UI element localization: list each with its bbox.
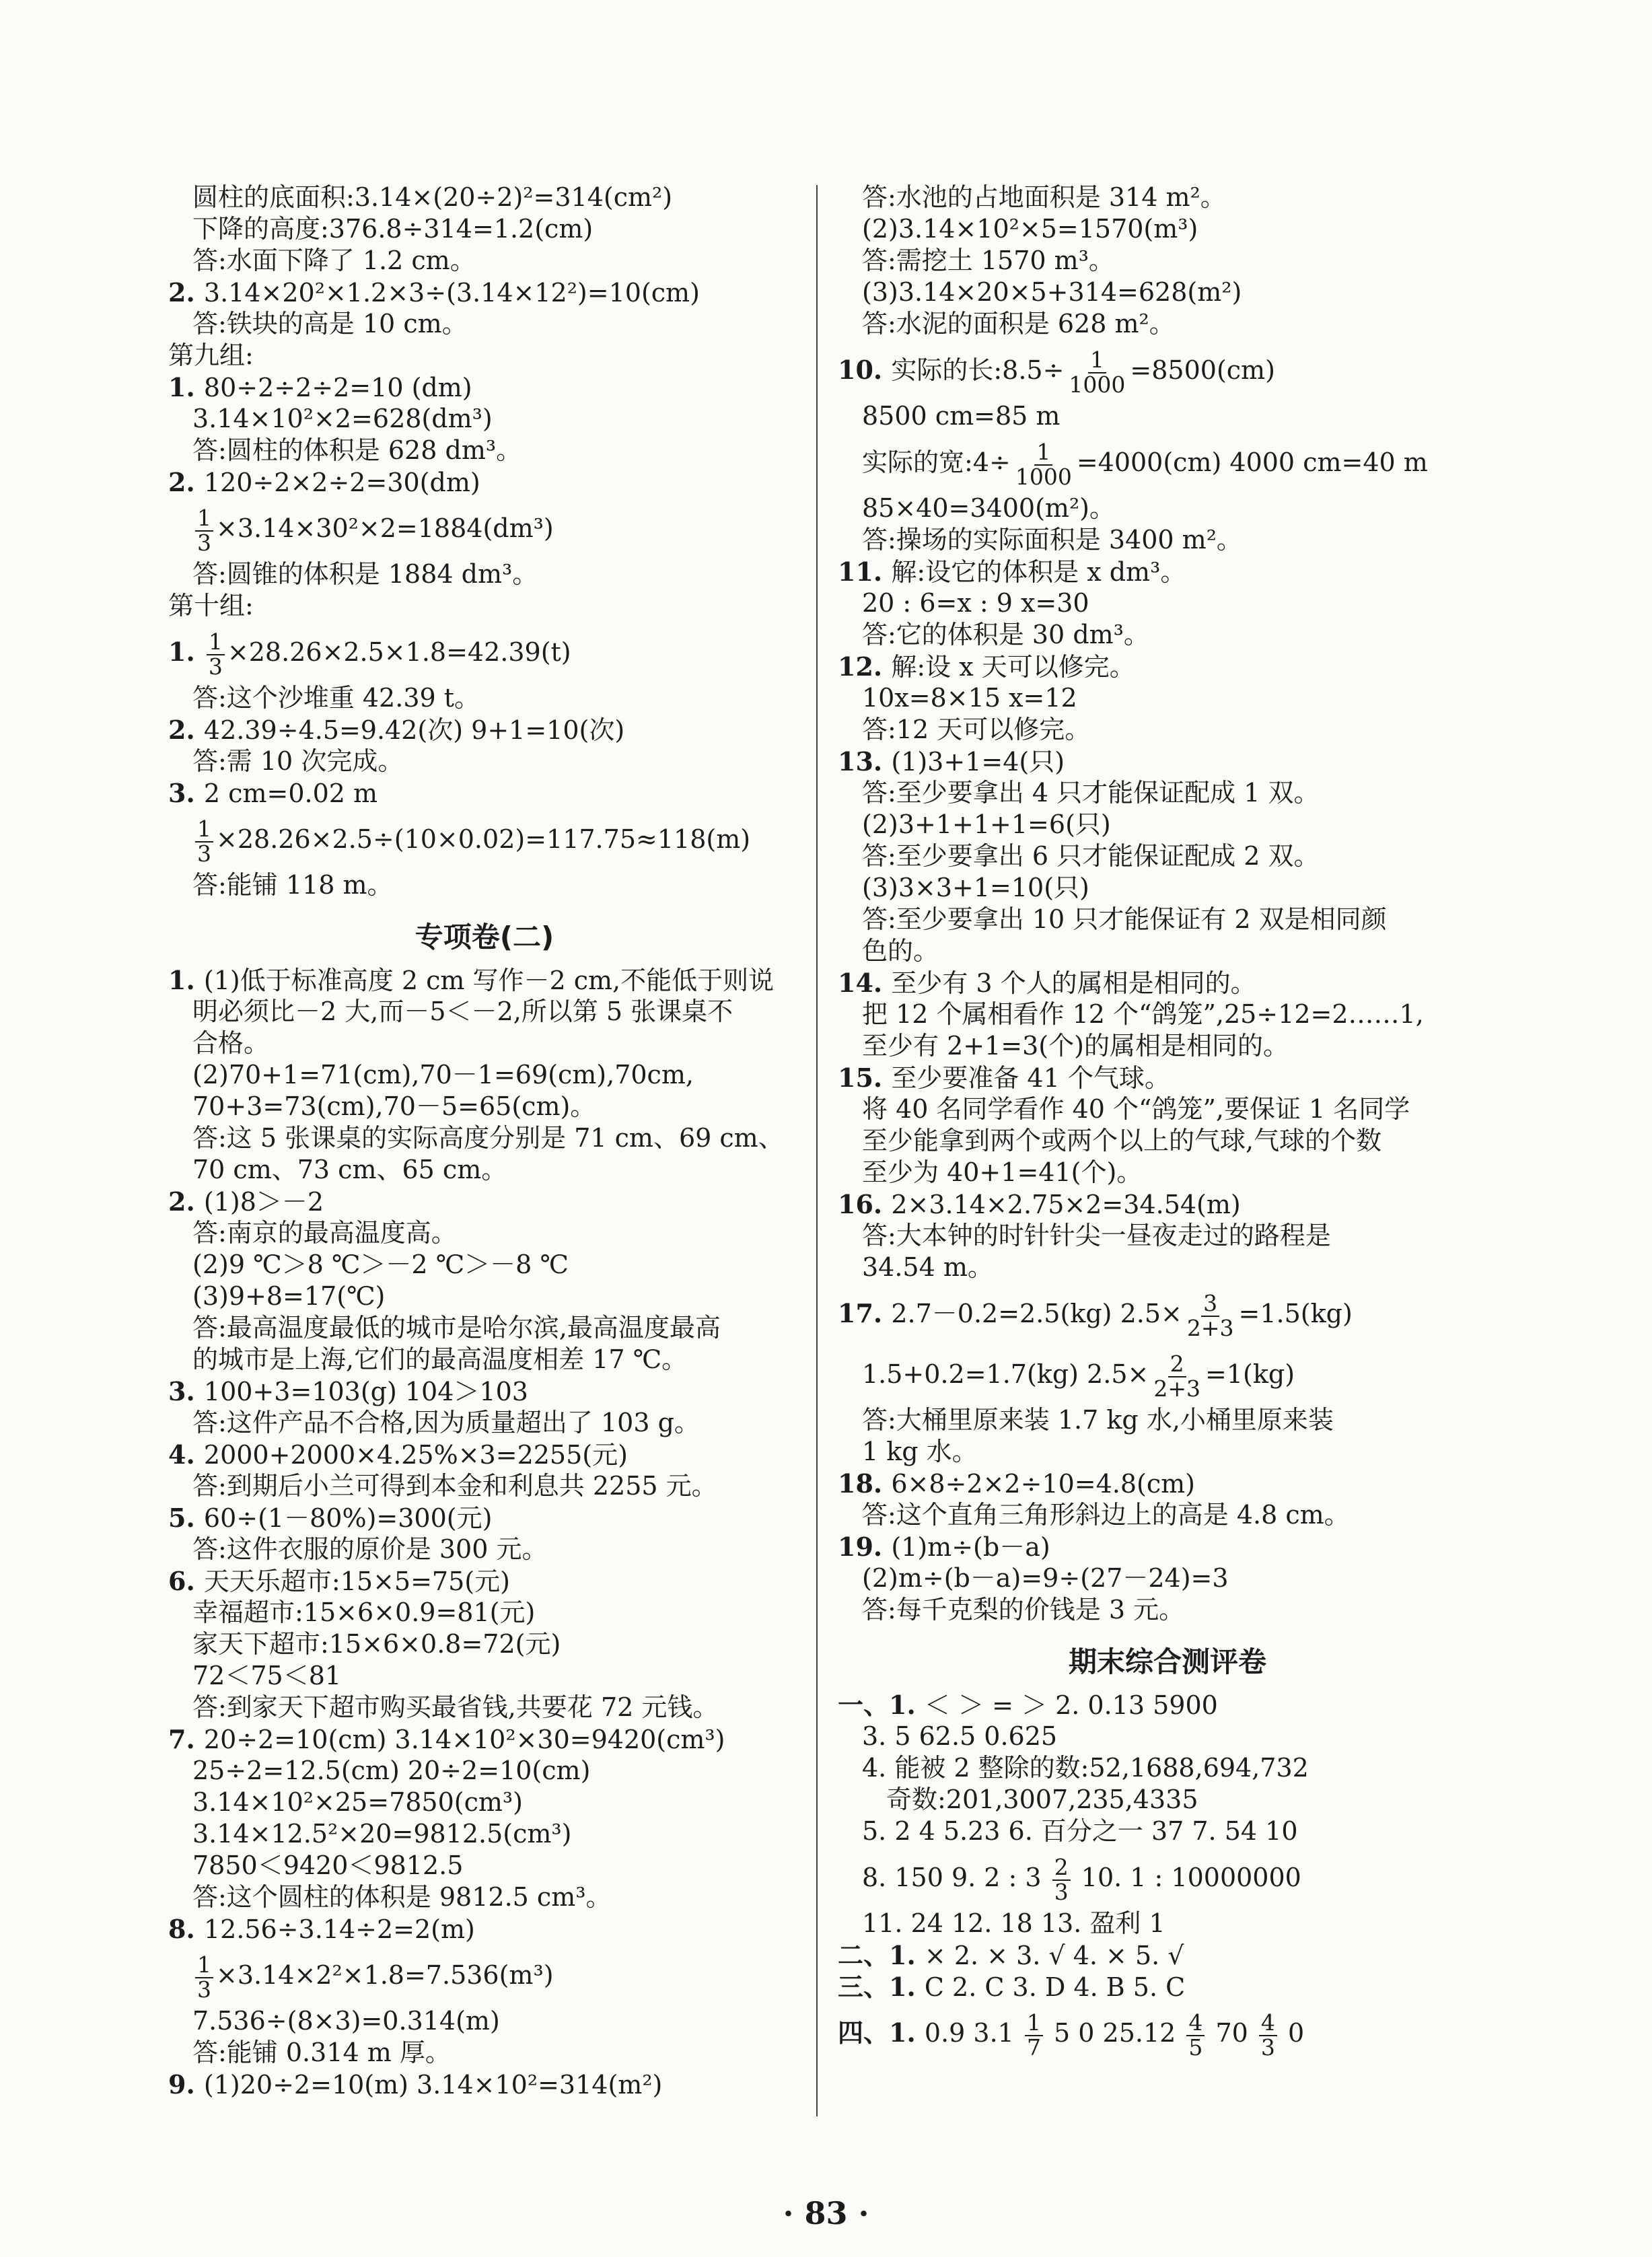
answer-line [168,2069,801,2100]
answer-line [168,869,801,901]
answer-text: 72＜75＜81 [192,1661,342,1690]
answer-line [168,1628,801,1660]
answer-text: 20÷2=10(cm) 3.14×10²×30=9420(cm³) [203,1725,725,1754]
item-number: 3. [168,778,204,808]
item-number: 一、1. [838,1690,925,1720]
answer-line [838,1188,1497,1220]
answer-line [168,340,801,371]
answer-text: 3.14×20²×1.2×3÷(3.14×12²)=10(cm) [203,278,700,308]
answer-text: 至少能拿到两个或两个以上的气球,气球的个数 [862,1126,1382,1155]
answer-text: 7850＜9420＜9812.5 [192,1851,464,1880]
answer-text: 3. 5 62.5 0.625 [862,1721,1058,1751]
answer-line [168,1565,801,1597]
answer-line [168,777,801,809]
answer-text: (2)70+1=71(cm),70－1=69(cm),70cm, [192,1060,694,1089]
answer-text: 答:这个直角三角形斜边上的高是 4.8 cm。 [862,1500,1350,1530]
fraction-denominator: 3 [208,653,223,680]
answer-text: 120÷2×2÷2=30(dm) [203,468,480,497]
item-number: 13. [838,746,892,777]
item-number: 8. [168,1914,204,1944]
fraction [1052,1853,1071,1905]
answer-line [838,1344,1497,1404]
answer-text: 答:至少要拿出 4 只才能保证配成 1 双。 [862,778,1320,808]
answer-text: (1)3+1=4(只) [891,747,1065,777]
section-heading: 专项卷(二) [415,921,554,954]
answer-text: 的城市是上海,它们的最高温度相差 17 ℃。 [192,1345,688,1374]
answer-text: 10. 1 : 10000000 [1073,1863,1301,1892]
answer-line [168,466,801,498]
answer-line [168,1913,801,1945]
answer-line [838,967,1497,999]
answer-line [168,1091,801,1122]
answer-text: 解:设它的体积是 x dm³。 [891,557,1186,587]
answer-text: 第九组: [168,341,254,370]
answer-text: 70+3=73(cm),70－5=65(cm)。 [192,1091,596,1121]
answer-line [168,1154,801,1186]
answer-text: (1)低于标准高度 2 cm 写作－2 cm,不能低于则说 [203,966,775,995]
answer-line [838,682,1497,714]
fraction-denominator: 1000 [1015,463,1072,490]
fraction-denominator: 5 [1188,2034,1203,2061]
answer-line [168,1344,801,1375]
answer-line [838,840,1497,872]
answer-text: 70 [1207,2018,1256,2048]
answer-line [838,1594,1497,1626]
answer-line [168,213,801,245]
answer-text: 把 12 个属相看作 12 个“鸽笼”,25÷12=2……1, [862,999,1424,1029]
answer-line [838,746,1497,777]
answer-line [838,935,1497,967]
answer-line [838,245,1497,277]
answer-text: × 2. × 3. √ 4. × 5. √ [924,1941,1184,1970]
answer-line [838,213,1497,245]
answer-line [838,777,1497,809]
page-number: · 83 · [783,2195,869,2231]
answer-text: 答:能铺 0.314 m 厚。 [192,2038,451,2067]
answer-line [168,182,801,213]
answer-line [838,1157,1497,1188]
answer-text: 8500 cm=85 m [862,401,1061,431]
answer-line [168,1597,801,1628]
answer-text: 答:操场的实际面积是 3400 m²。 [862,525,1242,554]
fraction-denominator: 3 [197,529,211,556]
item-number: 1. [168,637,204,667]
answer-text: 11. 24 12. 18 13. 盈利 1 [862,1908,1165,1938]
answer-line [838,809,1497,840]
answer-line [838,999,1497,1030]
answer-text: 答:水池的占地面积是 314 m²。 [862,182,1226,212]
answer-text: 3.14×12.5²×20=9812.5(cm³) [192,1819,572,1849]
answer-text: 答:需 10 次完成。 [192,746,404,776]
answer-text: 实际的宽:4÷ [862,447,1011,477]
answer-line [838,556,1497,587]
answer-text: ×28.26×2.5÷(10×0.02)=117.75≈118(m) [216,824,751,854]
answer-line [168,964,801,996]
answer-line [838,1404,1497,1436]
item-number: 四、1. [838,2017,925,2048]
item-number: 14. [838,968,892,998]
answer-text: (2)3.14×10²×5=1570(m³) [862,214,1198,244]
fraction-numerator: 4 [1186,2011,1205,2036]
item-number: 17. [838,1298,892,1328]
answer-text: 10x=8×15 x=12 [862,683,1077,713]
answer-line [168,714,801,746]
answer-text: 3.14×10²×2=628(dm³) [192,404,493,433]
answer-text: 25÷2=12.5(cm) 20÷2=10(cm) [192,1756,591,1785]
answer-line [168,1692,801,1723]
item-number: 18. [838,1468,892,1499]
answer-line [838,1721,1497,1752]
answer-line [838,714,1497,746]
answer-text: 答:水面下降了 1.2 cm。 [192,246,476,275]
answer-text: 答:至少要拿出 6 只才能保证配成 2 双。 [862,841,1320,871]
answer-line [838,1030,1497,1062]
item-number: 15. [838,1063,892,1093]
answer-line [838,308,1497,340]
item-number: 2. [168,467,204,497]
answer-line [838,1752,1497,1784]
answer-text: 2.7－0.2=2.5(kg) 2.5× [891,1299,1182,1328]
answer-line [838,1436,1497,1468]
item-number: 12. [838,651,892,682]
fraction-denominator: 2+3 [1186,1314,1234,1341]
item-number: 3. [168,1376,204,1406]
answer-text: 实际的长:8.5÷ [891,355,1065,385]
answer-line [838,1094,1497,1125]
answer-line [168,1028,801,1059]
answer-line [838,1563,1497,1594]
answer-text: 答:它的体积是 30 dm³。 [862,620,1149,649]
answer-line [838,1125,1497,1157]
answer-line [168,1059,801,1091]
column-divider [816,185,818,2116]
left-column [168,182,801,2100]
answer-line [168,1850,801,1882]
item-number: 9. [168,2069,204,2100]
answer-line [838,1939,1497,1971]
answer-line [838,524,1497,556]
answer-text: 色的。 [862,936,939,966]
fraction [195,1951,213,2003]
answer-text: (3)3×3+1=10(只) [862,873,1089,902]
item-number: 2. [168,1186,204,1217]
answer-text: 3.14×10²×25=7850(cm³) [192,1787,523,1817]
fraction [1259,2011,1277,2059]
answer-line [168,1502,801,1534]
fraction [195,504,213,556]
item-number: 10. [838,355,892,385]
answer-text: 5. 2 4 5.23 6. 百分之一 37 7. 54 10 [862,1816,1298,1846]
answer-text: 答:至少要拿出 10 只才能保证有 2 双是相同颜 [862,904,1387,934]
fraction-numerator: 1 [195,818,213,843]
fraction-numerator: 1 [1034,441,1052,466]
fraction-numerator: 2 [1052,1856,1071,1881]
answer-text: (2)3+1+1+1=6(只) [862,810,1111,839]
answer-line [168,308,801,340]
answer-line [838,904,1497,935]
answer-text: =8500(cm) [1130,355,1275,385]
answer-text: 12.56÷3.14÷2=2(m) [203,1914,475,1944]
answer-line [838,1908,1497,1939]
answer-text: (1)m÷(b－a) [891,1532,1050,1562]
answer-line [838,1847,1497,1908]
answer-text: 80÷2÷2÷2=10 (dm) [203,373,472,402]
answer-line [838,1784,1497,1816]
fraction-denominator: 1000 [1069,371,1126,398]
answer-text: =1.5(kg) [1238,1299,1353,1328]
answer-line [838,1499,1497,1531]
fraction [1186,2011,1205,2059]
answer-text: 答:这个圆柱的体积是 9812.5 cm³。 [192,1882,612,1912]
answer-text: 答:南京的最高温度高。 [192,1218,457,1248]
answer-text: 幸福超市:15×6×0.9=81(元) [192,1598,536,1627]
answer-line [168,622,801,682]
answer-line [838,1220,1497,1252]
fraction-numerator: 4 [1259,2011,1277,2036]
answer-line [838,340,1497,400]
answer-line [168,1439,801,1470]
answer-text: 100+3=103(g) 104＞103 [203,1377,528,1406]
answer-text: 1.5+0.2=1.7(kg) 2.5× [862,1359,1149,1389]
answer-line [838,1252,1497,1283]
fraction-numerator: 1 [195,1954,213,1978]
answer-text: (2)9 ℃＞8 ℃＞－2 ℃＞－8 ℃ [192,1250,569,1279]
item-number: 1. [168,965,204,995]
answer-line [168,245,801,277]
answer-text: 答:大本钟的时针针尖一昼夜走过的路程是 [862,1221,1331,1250]
item-number: 5. [168,1503,204,1533]
answer-line [168,1787,801,1818]
answer-text: 1 kg 水。 [862,1437,978,1466]
item-number: 6. [168,1566,204,1596]
item-number: 2. [168,715,204,745]
answer-line [168,1312,801,1344]
answer-text: 2000+2000×4.25%×3=2255(元) [203,1440,628,1470]
answer-line [168,1407,801,1439]
fraction-denominator: 3 [1260,2034,1275,2061]
answer-text: 天天乐超市:15×5=75(元) [203,1567,510,1596]
answer-text: C 2. C 3. D 4. B 5. C [924,1972,1186,2002]
right-column [838,182,1497,2063]
answer-text: 至少要准备 41 个气球。 [891,1063,1170,1093]
answer-line [838,1062,1497,1094]
answer-text: 答:这件产品不合格,因为质量超出了 103 g。 [192,1408,700,1437]
answer-text: 解:设 x 天可以修完。 [891,652,1135,682]
answer-text: 5 0 25.12 [1045,2018,1184,2048]
answer-text: 圆柱的底面积:3.14×(20÷2)²=314(cm²) [192,182,673,212]
answer-text: 答:铁块的高是 10 cm。 [192,309,468,338]
answer-line [168,1122,801,1154]
answer-text: 至少有 3 个人的属相是相同的。 [891,968,1256,998]
answer-line [838,182,1497,213]
answer-line [838,1971,1497,2003]
fraction-numerator: 1 [1025,2011,1043,2036]
fraction [1185,1289,1236,1341]
answer-text: 至少为 40+1=41(个)。 [862,1157,1143,1187]
fraction [1025,2011,1043,2059]
answer-text: 明必须比－2 大,而－5＜－2,所以第 5 张课桌不 [192,997,733,1026]
answer-text: 2 cm=0.02 m [203,779,378,808]
answer-line [168,1723,801,1755]
answer-text: 8. 150 9. 2 : 3 [862,1863,1050,1892]
answer-text: 答:水泥的面积是 628 m²。 [862,309,1175,338]
answer-line [168,435,801,466]
answer-line [168,590,801,622]
answer-text: 至少有 2+1=3(个)的属相是相同的。 [862,1031,1289,1061]
answer-text: 答:12 天可以修完。 [862,715,1091,744]
answer-text: 85×40=3400(m²)。 [862,493,1116,523]
answer-line [838,1283,1497,1344]
answer-text: ×3.14×30²×2=1884(dm³) [216,513,554,543]
answer-text: =4000(cm) 4000 cm=40 m [1076,447,1428,477]
fraction-denominator: 2+3 [1153,1375,1200,1402]
answer-text: 7.536÷(8×3)=0.314(m) [192,2006,500,2036]
answer-line [838,651,1497,682]
answer-text: 4. 能被 2 整除的数:52,1688,694,732 [862,1753,1309,1783]
answer-text: 34.54 m。 [862,1252,993,1282]
fraction [1151,1350,1202,1402]
answer-line [168,1217,801,1249]
answer-text: 答:需挖土 1570 m³。 [862,246,1114,275]
answer-line [838,277,1497,308]
item-number: 7. [168,1724,204,1754]
fraction [1067,346,1127,398]
answer-text: 答:最高温度最低的城市是哈尔滨,最高温度最高 [192,1313,721,1342]
answer-line [838,872,1497,904]
answer-line [168,1375,801,1407]
answer-line [168,1818,801,1850]
answer-text: 60÷(1－80%)=300(元) [203,1503,493,1533]
answer-line [838,1689,1497,1721]
answer-text: 答:到期后小兰可得到本金和利息共 2255 元。 [192,1471,717,1501]
answer-line [838,2003,1497,2063]
answer-line [838,432,1497,493]
answer-text: ×3.14×2²×1.8=7.536(m³) [216,1960,554,1990]
item-number: 三、1. [838,1972,925,2002]
answer-text: ×28.26×2.5×1.8=42.39(t) [227,637,571,667]
answer-text: 答:这件衣服的原价是 300 元。 [192,1534,548,1564]
answer-line [168,1249,801,1281]
fraction-denominator: 3 [1054,1878,1069,1905]
section-heading: 期末综合测评卷 [1068,1645,1266,1678]
answer-text: 2×3.14×2.75×2=34.54(m) [891,1190,1241,1219]
answer-text: (1)8＞－2 [203,1187,324,1217]
answer-text: (3)9+8=17(℃) [192,1281,386,1311]
answer-text: 第十组: [168,591,254,620]
item-number: 11. [838,557,892,587]
answer-line [168,809,801,869]
answer-text: 合格。 [192,1028,270,1058]
answer-line [168,1755,801,1787]
answer-line [168,1281,801,1312]
answer-text: 答:圆柱的体积是 628 dm³。 [192,435,522,465]
answer-line [838,587,1497,619]
item-number: 4. [168,1439,204,1470]
answer-text: 将 40 名同学看作 40 个“鸽笼”,要保证 1 名同学 [862,1094,1410,1124]
answer-line [838,493,1497,524]
answer-text: 答:圆锥的体积是 1884 dm³。 [192,559,538,589]
answer-line [168,1186,801,1217]
answer-line [168,2037,801,2069]
answer-text: 答:每千克梨的价钱是 3 元。 [862,1595,1185,1624]
answer-text: 答:这 5 张课桌的实际高度分别是 71 cm、69 cm、 [192,1123,784,1153]
item-number: 19. [838,1532,892,1562]
answer-text: 下降的高度:376.8÷314=1.2(cm) [192,214,594,244]
answer-line [168,1882,801,1913]
answer-text: (1)20÷2=10(m) 3.14×10²=314(m²) [203,2070,663,2100]
answer-text: 6×8÷2×2÷10=4.8(cm) [891,1469,1196,1499]
answer-line [168,996,801,1028]
answer-line [168,1470,801,1502]
fraction [207,628,225,680]
answer-text: ＜ ＞ = ＞ 2. 0.13 5900 [924,1690,1218,1720]
answer-text: 70 cm、73 cm、65 cm。 [192,1155,507,1184]
answer-line [838,400,1497,432]
answer-line [168,746,801,777]
answer-text: 42.39÷4.5=9.42(次) 9+1=10(次) [203,715,625,745]
fraction-numerator: 1 [1088,349,1106,373]
answer-line [168,1660,801,1692]
answer-text: (2)m÷(b－a)=9÷(27－24)=3 [862,1563,1229,1593]
item-number: 1. [168,372,204,402]
item-number: 2. [168,277,204,308]
answer-text: 答:到家天下超市购买最省钱,共要花 72 元钱。 [192,1692,719,1722]
answer-text: (3)3.14×20×5+314=628(m²) [862,277,1242,307]
answer-text: 答:大桶里原来装 1.7 kg 水,小桶里原来装 [862,1405,1334,1435]
fraction-numerator: 2 [1168,1353,1186,1377]
item-number: 16. [838,1189,892,1219]
answer-line [168,1534,801,1565]
answer-line [168,403,801,435]
fraction-numerator: 1 [195,507,213,532]
fraction-numerator: 3 [1201,1292,1219,1317]
answer-line [838,1816,1497,1847]
answer-line [168,559,801,590]
answer-line [168,498,801,559]
fraction-denominator: 7 [1026,2034,1041,2061]
answer-line [838,1531,1497,1563]
answer-line [168,277,801,308]
fraction-denominator: 3 [197,840,211,867]
fraction [195,815,213,867]
answer-line [168,2005,801,2037]
answer-text: 0 [1279,2018,1305,2048]
answer-line [838,619,1497,651]
answer-text: 答:这个沙堆重 42.39 t。 [192,683,480,713]
item-number: 二、1. [838,1940,925,1970]
answer-text: 奇数:201,3007,235,4335 [886,1785,1198,1814]
answer-line [168,1945,801,2005]
answer-text: 家天下超市:15×6×0.8=72(元) [192,1629,561,1659]
answer-text: 20 : 6=x : 9 x=30 [862,588,1089,618]
answer-line [168,371,801,403]
answer-line [838,1468,1497,1499]
answer-text: 0.9 3.1 [924,2018,1022,2048]
answer-line [168,682,801,714]
fraction-numerator: 1 [207,631,225,655]
answer-text: 答:能铺 118 m。 [192,870,393,900]
answer-text: =1(kg) [1205,1359,1295,1389]
fraction [1013,438,1074,490]
fraction-denominator: 3 [197,1976,211,2003]
